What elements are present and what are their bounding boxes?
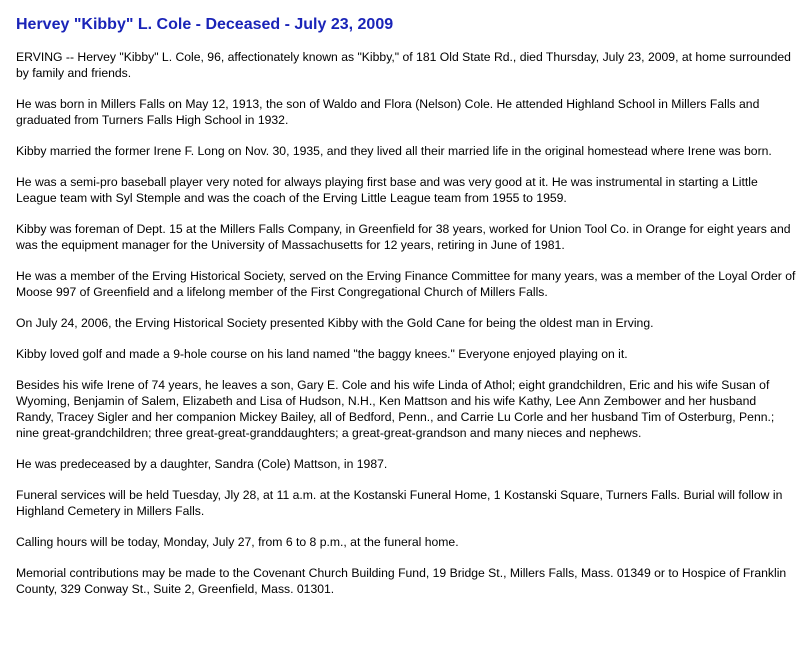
page-title: Hervey "Kibby" L. Cole - Deceased - July 23, 2009 xyxy=(16,16,394,33)
paragraph-baseball: He was a semi-pro baseball player very noted for always playing first base and was very good at it. He was instrumental in starting a Little League team with Syl Stemple and was the coach of the Erving Little League team from 1955 to 1959. xyxy=(16,175,758,205)
paragraph-intro: ERVING -- Hervey "Kibby" L. Cole, 96, affectionately known as "Kibby," of 181 Old State Rd., died Thursday, July 23, 2009, at home surrounded by family and friends. xyxy=(16,50,791,80)
paragraph-calling-hours: Calling hours will be today, Monday, July 27, from 6 to 8 p.m., at the funeral home. xyxy=(16,535,459,549)
paragraph-predeceased: He was predeceased by a daughter, Sandra (Cole) Mattson, in 1987. xyxy=(16,457,388,471)
paragraph-funeral: Funeral services will be held Tuesday, Jly 28, at 11 a.m. at the Kostanski Funeral Home, 1 Kostanski Square, Turners Falls. Burial will follow in Highland Cemetery in Millers Falls. xyxy=(16,488,783,518)
paragraph-survivors: Besides his wife Irene of 74 years, he leaves a son, Gary E. Cole and his wife Linda of Athol; eight grandchildren, Eric and his wife Susan of Wyoming, Benjamin of Salem, Elizabeth and Lisa of Hudson, N.H., Ken Mattson and his wife Kathy, Lee Ann Zembower and her husband Randy, Tracey Sigler and her companion Mickey Bailey, all of Bedford, Penn., and Carrie Lu Corle and her husband Tim of Osterburg, Penn.; nine great-grandchildren; three great-great-granddaughters; a great-great-grandson and many nieces and nephews. xyxy=(16,378,775,440)
paragraph-memorial: Memorial contributions may be made to the Covenant Church Building Fund, 19 Bridge St., Millers Falls, Mass. 01349 or to Hospice of Franklin County, 329 Conway St., Suite 2, Greenfield, Mass. 01301. xyxy=(16,566,787,596)
paragraph-memberships: He was a member of the Erving Historical Society, served on the Erving Finance Committee for many years, was a member of the Loyal Order of Moose 997 of Greenfield and a lifelong member of the First Congregational Church of Millers Falls. xyxy=(16,269,796,299)
obituary-article xyxy=(16,14,796,612)
paragraph-marriage: Kibby married the former Irene F. Long on Nov. 30, 1935, and they lived all their married life in the original homestead where Irene was born. xyxy=(16,144,772,158)
paragraph-golf: Kibby loved golf and made a 9-hole course on his land named "the baggy knees." Everyone enjoyed playing on it. xyxy=(16,347,628,361)
paragraph-gold-cane: On July 24, 2006, the Erving Historical Society presented Kibby with the Gold Cane for being the oldest man in Erving. xyxy=(16,316,654,330)
paragraph-career: Kibby was foreman of Dept. 15 at the Millers Falls Company, in Greenfield for 38 years, worked for Union Tool Co. in Orange for eight years and was the equipment manager for the University of Massachusetts for 12 years, retiring in June of 1981. xyxy=(16,222,791,252)
paragraph-birth: He was born in Millers Falls on May 12, 1913, the son of Waldo and Flora (Nelson) Cole. He attended Highland School in Millers Falls and graduated from Turners Falls High School in 1932. xyxy=(16,97,760,127)
